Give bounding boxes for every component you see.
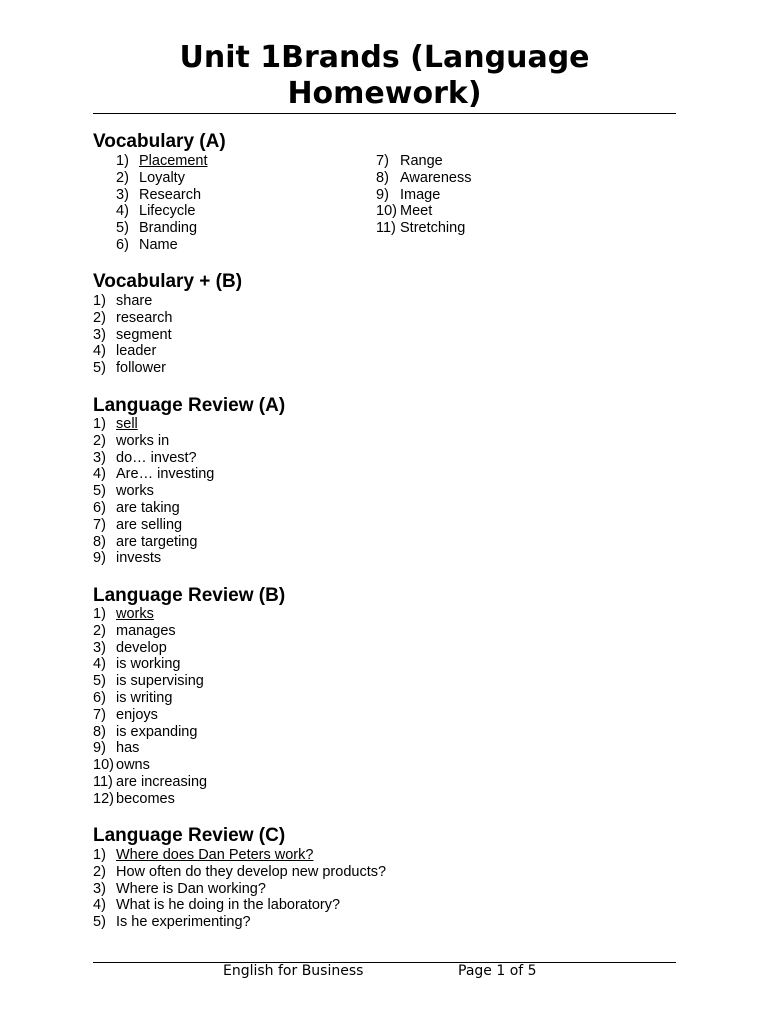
item-number: 7) bbox=[93, 706, 106, 723]
list-item bbox=[93, 864, 386, 881]
item-text: Lifecycle bbox=[139, 203, 196, 220]
list-item bbox=[93, 534, 214, 551]
list-item bbox=[93, 656, 207, 673]
item-number: 12) bbox=[93, 790, 114, 807]
item-text: do… invest? bbox=[116, 449, 197, 466]
item-number: 2) bbox=[93, 309, 106, 326]
item-number: 4) bbox=[93, 466, 106, 483]
item-text: works bbox=[116, 483, 154, 500]
list-item bbox=[93, 433, 214, 450]
list-item bbox=[93, 343, 172, 360]
item-number: 5) bbox=[93, 673, 106, 690]
item-number: 10) bbox=[93, 757, 114, 774]
list-item bbox=[93, 640, 207, 657]
vocabulary-a-list-col1 bbox=[116, 153, 208, 254]
item-text: are taking bbox=[116, 499, 180, 516]
item-text: Loyalty bbox=[139, 169, 185, 186]
item-text: Meet bbox=[400, 203, 433, 220]
item-number: 6) bbox=[116, 236, 129, 253]
item-number: 8) bbox=[376, 169, 389, 186]
item-number: 1) bbox=[93, 847, 106, 863]
item-text: follower bbox=[116, 360, 166, 377]
item-number: 4) bbox=[93, 343, 106, 360]
item-number: 4) bbox=[116, 203, 129, 220]
item-number: 1) bbox=[116, 153, 129, 169]
item-text: becomes bbox=[116, 790, 175, 807]
item-text: is expanding bbox=[116, 723, 198, 740]
item-number: 2) bbox=[93, 622, 106, 639]
item-number: 5) bbox=[93, 360, 106, 377]
language-review-a-heading: Language Review (A) bbox=[93, 395, 286, 416]
item-text: are increasing bbox=[116, 773, 208, 790]
item-text: Where is Dan working? bbox=[116, 880, 266, 897]
item-text: works bbox=[116, 606, 154, 622]
item-number: 3) bbox=[93, 326, 106, 343]
item-number: 1) bbox=[93, 416, 106, 432]
item-text: Awareness bbox=[400, 169, 472, 186]
item-text: How often do they develop new products? bbox=[116, 863, 387, 880]
item-number: 4) bbox=[93, 656, 106, 673]
item-number: 7) bbox=[93, 516, 106, 533]
page-title: Unit 1Brands (Language Homework) bbox=[179, 40, 590, 111]
list-item bbox=[93, 310, 172, 327]
item-text: Stretching bbox=[400, 220, 466, 237]
item-number: 6) bbox=[93, 689, 106, 706]
footer-course-title: English for Business bbox=[223, 963, 364, 979]
item-text: is writing bbox=[116, 689, 173, 706]
list-item bbox=[93, 740, 207, 757]
language-review-a-list bbox=[93, 416, 214, 567]
item-text: segment bbox=[116, 326, 172, 343]
vocabulary-a-list-col2 bbox=[376, 153, 471, 237]
item-text: owns bbox=[116, 757, 150, 774]
title-rule bbox=[93, 113, 676, 114]
item-text: are targeting bbox=[116, 533, 198, 550]
list-item bbox=[93, 293, 172, 310]
item-number: 9) bbox=[376, 186, 389, 203]
item-number: 5) bbox=[93, 483, 106, 500]
item-text: leader bbox=[116, 343, 157, 360]
list-item bbox=[93, 881, 386, 898]
item-number: 8) bbox=[93, 533, 106, 550]
item-text: Are… investing bbox=[116, 466, 215, 483]
item-text: are selling bbox=[116, 516, 183, 533]
language-review-b-heading: Language Review (B) bbox=[93, 585, 286, 606]
item-text: enjoys bbox=[116, 706, 158, 723]
list-item bbox=[93, 450, 214, 467]
item-text: research bbox=[116, 309, 173, 326]
list-item bbox=[376, 187, 471, 204]
list-item bbox=[93, 466, 214, 483]
list-item bbox=[93, 517, 214, 534]
item-number: 5) bbox=[116, 220, 129, 237]
footer-page-number: Page 1 of 5 bbox=[458, 963, 537, 979]
list-item bbox=[116, 187, 208, 204]
item-number: 7) bbox=[376, 153, 389, 169]
item-number: 5) bbox=[93, 914, 106, 931]
item-text: Where does Dan Peters work? bbox=[116, 847, 314, 863]
list-item bbox=[93, 847, 386, 864]
item-number: 3) bbox=[116, 186, 129, 203]
item-text: Branding bbox=[139, 220, 198, 237]
list-item bbox=[93, 500, 214, 517]
footer-rule bbox=[93, 962, 676, 963]
item-number: 3) bbox=[93, 639, 106, 656]
item-number: 1) bbox=[93, 293, 106, 309]
list-item bbox=[93, 550, 214, 567]
vocabulary-b-heading: Vocabulary + (B) bbox=[93, 271, 243, 292]
list-item bbox=[116, 237, 208, 254]
list-item bbox=[376, 153, 471, 170]
list-item bbox=[93, 416, 214, 433]
list-item bbox=[376, 220, 471, 237]
item-number: 3) bbox=[93, 880, 106, 897]
item-number: 8) bbox=[93, 723, 106, 740]
list-item bbox=[93, 327, 172, 344]
item-text: is working bbox=[116, 656, 181, 673]
item-number: 4) bbox=[93, 897, 106, 914]
vocabulary-a-heading: Vocabulary (A) bbox=[93, 131, 226, 152]
list-item bbox=[116, 153, 208, 170]
item-text: Is he experimenting? bbox=[116, 914, 251, 931]
item-text: develop bbox=[116, 639, 167, 656]
list-item bbox=[116, 203, 208, 220]
list-item bbox=[93, 791, 207, 808]
list-item bbox=[93, 774, 207, 791]
item-number: 2) bbox=[93, 863, 106, 880]
item-number: 2) bbox=[116, 169, 129, 186]
item-number: 11) bbox=[376, 220, 396, 237]
list-item bbox=[93, 724, 207, 741]
list-item bbox=[93, 757, 207, 774]
list-item bbox=[93, 673, 207, 690]
list-item bbox=[93, 623, 207, 640]
item-text: Name bbox=[139, 236, 178, 253]
list-item bbox=[376, 203, 471, 220]
item-number: 9) bbox=[93, 550, 106, 567]
list-item bbox=[93, 483, 214, 500]
item-number: 11) bbox=[93, 773, 113, 790]
language-review-b-list bbox=[93, 606, 207, 808]
item-text: sell bbox=[116, 416, 138, 432]
item-text: Range bbox=[400, 153, 443, 169]
item-text: Placement bbox=[139, 153, 208, 169]
list-item bbox=[93, 914, 386, 931]
item-text: is supervising bbox=[116, 673, 204, 690]
item-number: 10) bbox=[376, 203, 397, 220]
item-text: Image bbox=[400, 186, 441, 203]
list-item bbox=[93, 606, 207, 623]
item-text: has bbox=[116, 740, 140, 757]
item-text: invests bbox=[116, 550, 162, 567]
item-number: 9) bbox=[93, 740, 106, 757]
vocabulary-b-list bbox=[93, 293, 172, 377]
list-item bbox=[93, 897, 386, 914]
list-item bbox=[93, 690, 207, 707]
item-text: share bbox=[116, 293, 153, 309]
item-number: 2) bbox=[93, 432, 106, 449]
item-text: Research bbox=[139, 186, 202, 203]
list-item bbox=[116, 220, 208, 237]
language-review-c-heading: Language Review (C) bbox=[93, 825, 286, 846]
language-review-c-list bbox=[93, 847, 386, 931]
item-number: 1) bbox=[93, 606, 106, 622]
list-item bbox=[116, 170, 208, 187]
list-item bbox=[93, 360, 172, 377]
item-text: works in bbox=[116, 432, 170, 449]
item-number: 6) bbox=[93, 499, 106, 516]
item-text: manages bbox=[116, 622, 176, 639]
list-item bbox=[93, 707, 207, 724]
item-text: What is he doing in the laboratory? bbox=[116, 897, 341, 914]
item-number: 3) bbox=[93, 449, 106, 466]
list-item bbox=[376, 170, 471, 187]
